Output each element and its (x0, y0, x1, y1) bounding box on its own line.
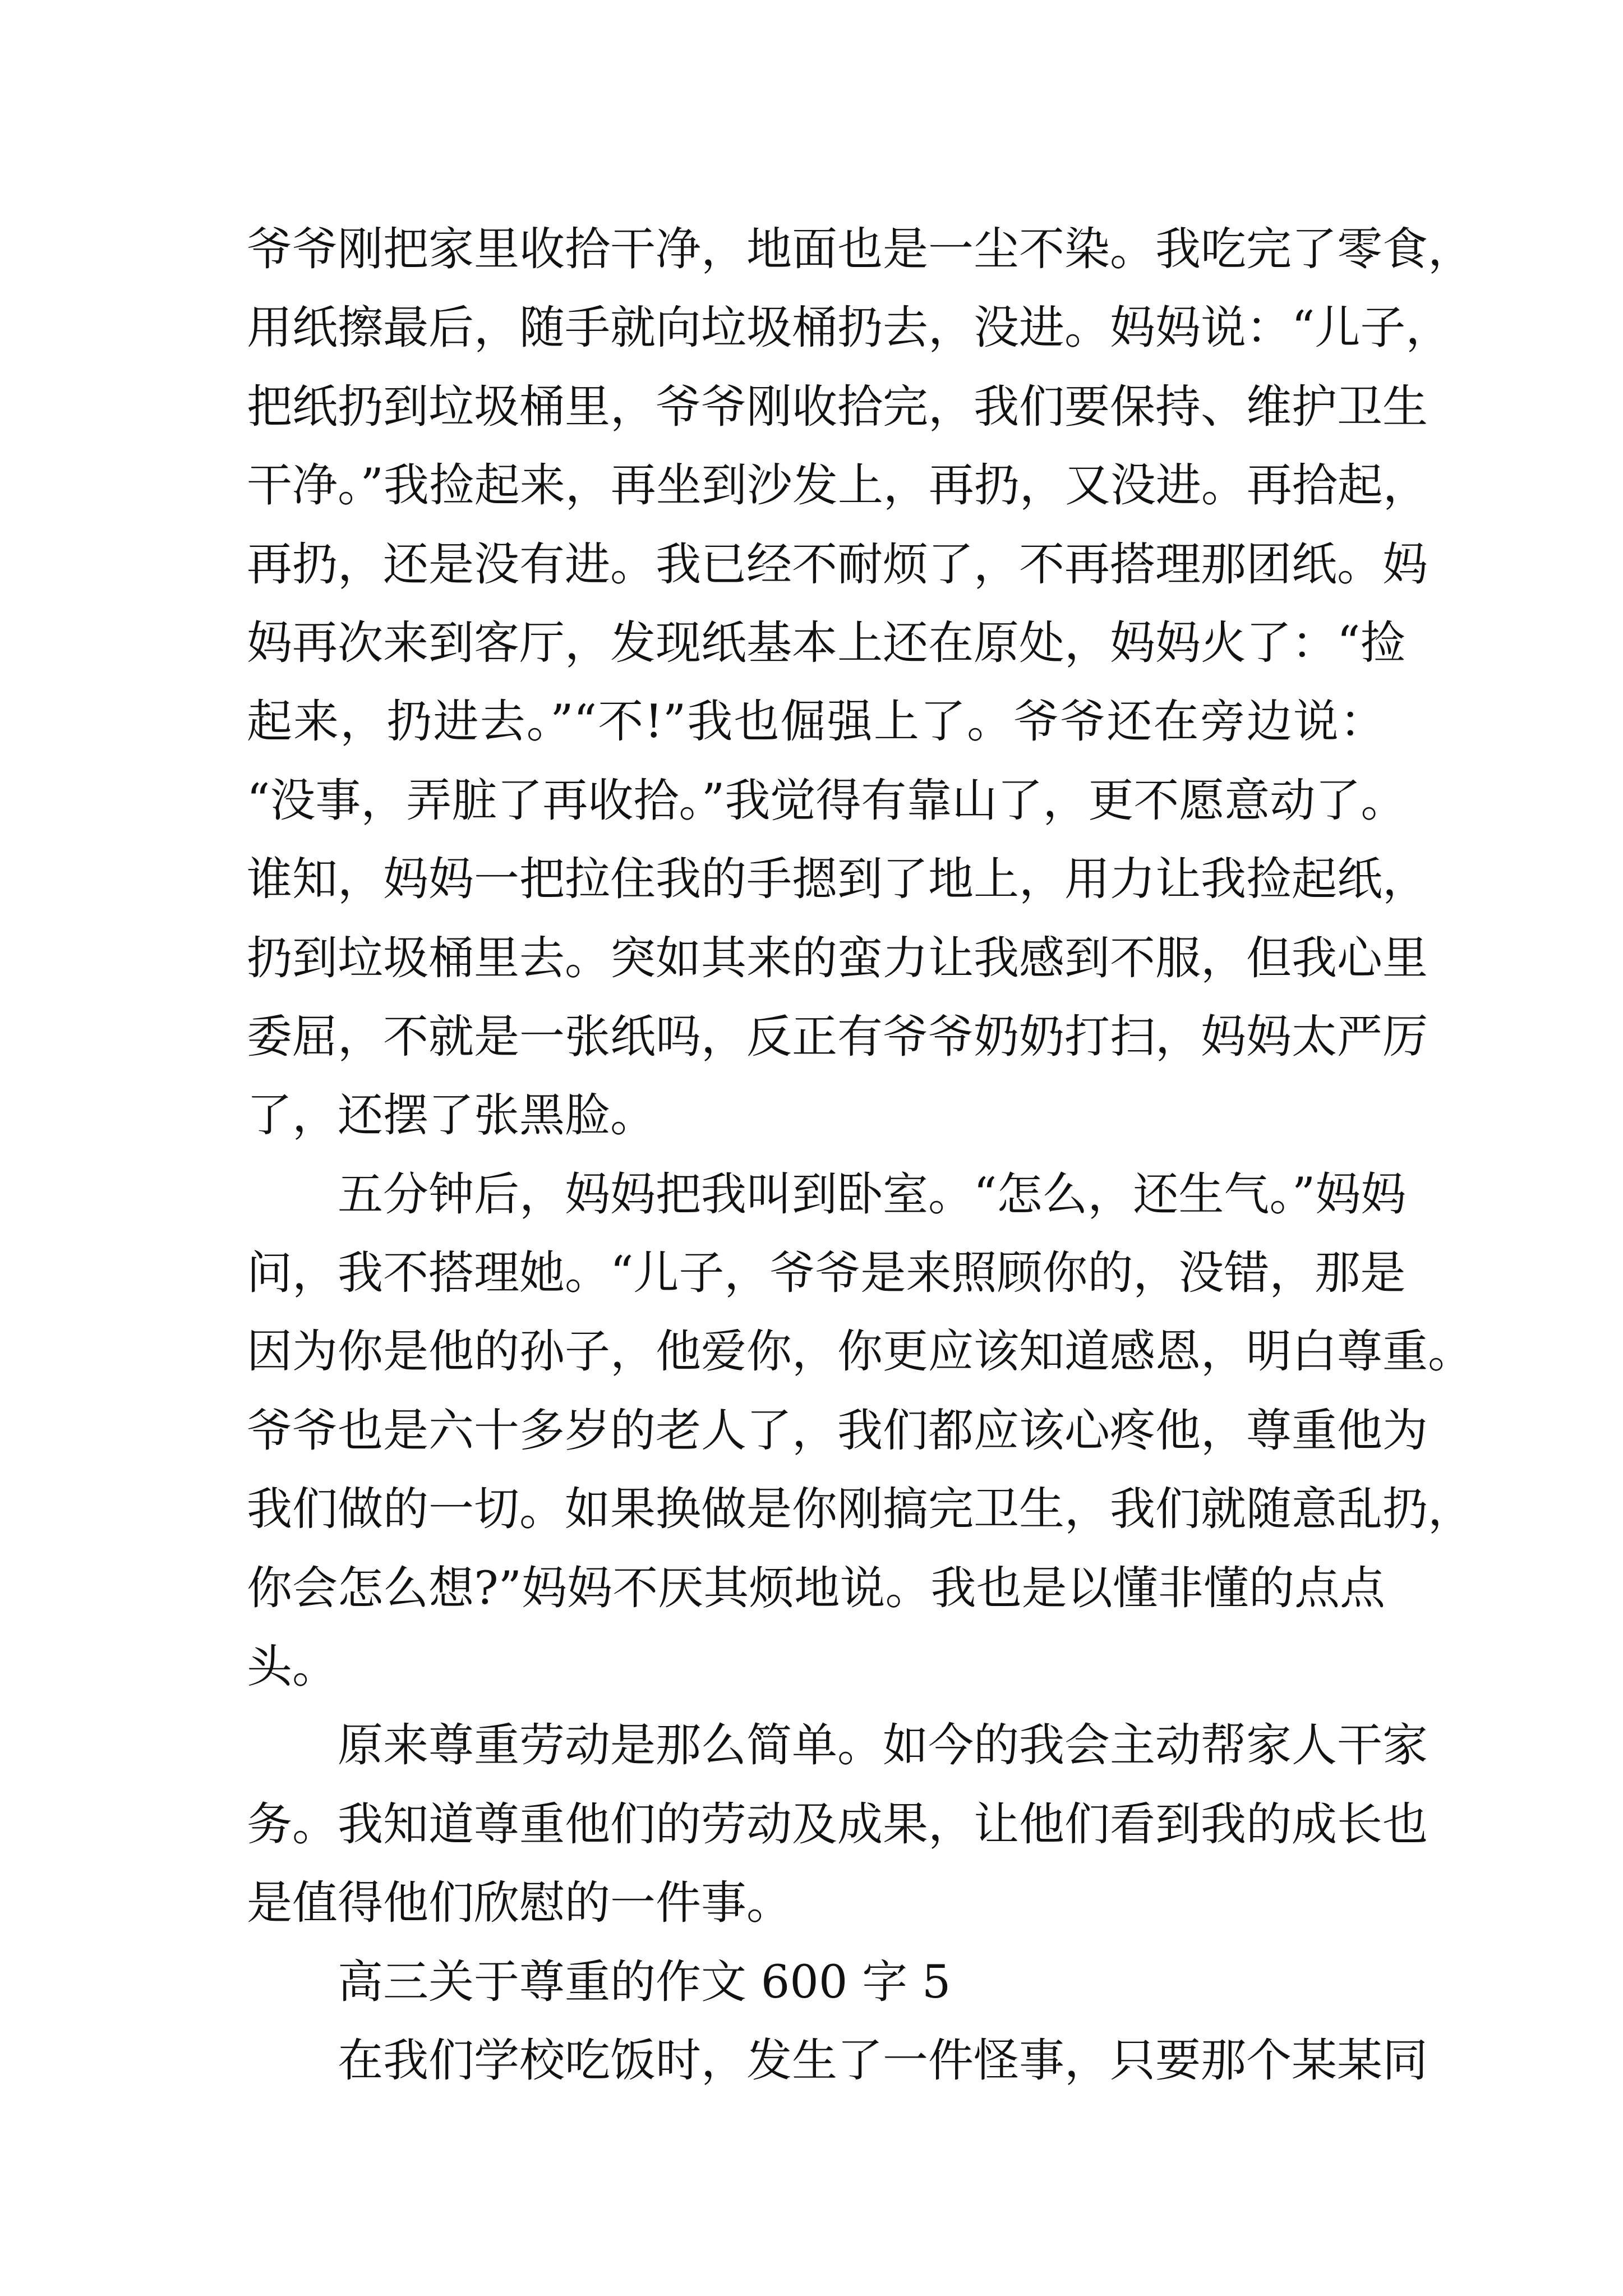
paragraph-next-essay-start (247, 2022, 1428, 2100)
text-line: 谁知，妈妈一把拉住我的手摁到了地上，用力让我捡起纸， (247, 853, 1428, 907)
text-line: “没事，弄脏了再收拾。”我觉得有靠山了，更不愿意动了。 (247, 774, 1407, 827)
text-line: 把纸扔到垃圾桶里，爷爷刚收拾完，我们要保持、维护卫生 (247, 380, 1428, 434)
text-line: 用纸擦最后，随手就向垃圾桶扔去，没进。妈妈说：“儿子， (247, 302, 1451, 355)
paragraph-grandpa-cleaning (247, 210, 1474, 1156)
essay-heading: 高三关于尊重的作文 600 字 5 (338, 1955, 951, 2009)
text-line: 因为你是他的孙子，他爱你，你更应该知道感恩，明白尊重。 (247, 1326, 1474, 1379)
text-line: 我们做的一切。如果换做是你刚搞完卫生，我们就随意乱扔， (247, 1483, 1474, 1536)
text-line: 了，还摆了张黑脸。 (247, 1089, 656, 1143)
text-line: 问，我不搭理她。“儿子，爷爷是来照顾你的，没错，那是 (247, 1247, 1406, 1300)
text-line: 爷爷也是六十多岁的老人了，我们都应该心疼他，尊重他为 (247, 1404, 1428, 1457)
text-line: 扔到垃圾桶里去。突如其来的蛮力让我感到不服，但我心里 (247, 932, 1428, 985)
text-line: 你会怎么想?”妈妈不厌其烦地说。我也是以懂非懂的点点 (247, 1562, 1385, 1615)
text-line: 在我们学校吃饭时，发生了一件怪事，只要那个某某同 (338, 2034, 1428, 2087)
text-line: 妈再次来到客厅，发现纸基本上还在原处，妈妈火了：“捡 (247, 616, 1406, 670)
paragraph-mother-talk (247, 1156, 1474, 1707)
text-line: 是值得他们欣慰的一件事。 (247, 1877, 792, 1930)
text-line: 委屈，不就是一张纸吗，反正有爷爷奶奶打扫，妈妈太严厉 (247, 1010, 1428, 1064)
document-body (247, 210, 1474, 2100)
text-line: 爷爷刚把家里收拾干净，地面也是一尘不染。我吃完了零食， (247, 223, 1474, 276)
text-line: 再扔，还是没有进。我已经不耐烦了，不再搭理那团纸。妈 (247, 538, 1428, 591)
text-line: 务。我知道尊重他们的劳动及成果，让他们看到我的成长也 (247, 1798, 1428, 1851)
text-line: 干净。”我捡起来，再坐到沙发上，再扔，又没进。再拾起， (247, 459, 1428, 513)
text-line: 头。 (247, 1641, 338, 1694)
text-line: 五分钟后，妈妈把我叫到卧室。“怎么，还生气。”妈妈 (338, 1168, 1407, 1221)
paragraph-conclusion (247, 1706, 1428, 1943)
text-line: 起来，扔进去。”“不!”我也倔强上了。爷爷还在旁边说： (247, 696, 1385, 749)
text-line: 原来尊重劳动是那么简单。如今的我会主动帮家人干家 (338, 1719, 1428, 1773)
